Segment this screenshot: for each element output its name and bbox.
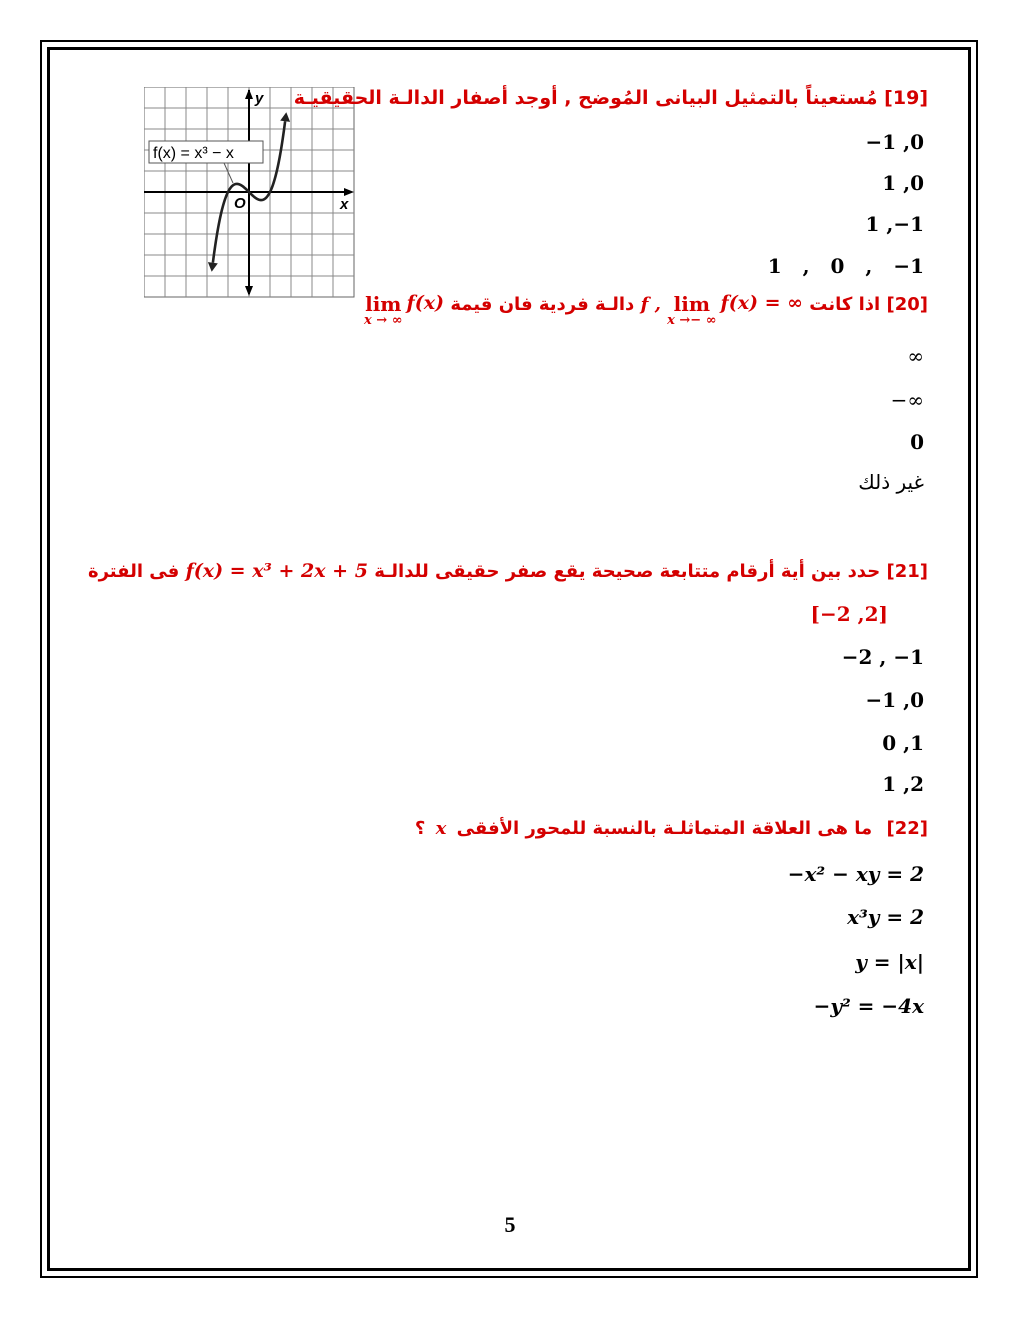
q22-option-1[interactable]: −x² − xy = 2 <box>787 862 924 886</box>
question-22-variable: x <box>435 818 447 839</box>
q20-option-4[interactable]: غير ذلك <box>858 470 924 494</box>
question-20-number: [20] <box>886 294 928 315</box>
q21-option-2[interactable]: −1 ,0 <box>865 688 924 712</box>
limit-pos-infinity <box>364 294 444 328</box>
y-axis-label: y <box>255 90 264 107</box>
q21-option-3[interactable]: 0 ,1 <box>882 731 924 755</box>
q19-option-1[interactable]: −1 ,0 <box>865 130 924 154</box>
q20-option-2[interactable]: −∞ <box>890 388 924 412</box>
question-22-text: ما هى العلاقة المتماثلـة بالنسبة للمحور الأفقى <box>456 818 873 839</box>
page-number: 5 <box>504 1212 516 1237</box>
question-19-number: [19] <box>884 87 928 109</box>
q20-option-1[interactable]: ∞ <box>907 344 924 368</box>
limit-pos-expr: f(x) <box>406 292 445 314</box>
limit-pos-sub: x → ∞ <box>364 313 403 328</box>
question-21-text: حدد بين أية أرقام متتابعة صحيحة يقع صفر حقيقى للدالـة <box>374 561 881 582</box>
question-19-text: مُستعيناً بالتمثيل البيانى المُوضح , أوجد أصفار الدالـة الحقيقيـة <box>293 87 878 109</box>
question-21 <box>88 560 928 582</box>
question-21-interval: [−2 ,2] <box>810 602 888 626</box>
question-21-function: f(x) = x³ + 2x + 5 <box>185 560 368 582</box>
question-19 <box>294 87 928 109</box>
q19-option-2[interactable]: 1 ,0 <box>882 171 924 195</box>
question-20-middle: دالـة فردية فان قيمة <box>450 294 635 315</box>
function-graph <box>144 87 356 299</box>
f-symbol: f , <box>640 294 661 315</box>
question-21-number: [21] <box>886 561 928 582</box>
lim-word-2: lim <box>365 292 402 316</box>
question-20-if: اذا كانت <box>809 294 881 315</box>
q19-option-4[interactable]: 1 , 0 , −1 <box>767 254 924 278</box>
limit-neg-expr: f(x) = ∞ <box>720 292 804 314</box>
question-22-number: [22] <box>886 818 928 839</box>
q21-option-1[interactable]: −2 , −1 <box>841 645 924 669</box>
question-20 <box>364 294 928 328</box>
question-22-question-mark: ؟ <box>414 818 426 839</box>
q19-option-3[interactable]: 1 ,−1 <box>865 212 924 236</box>
question-22 <box>415 818 928 839</box>
lim-word-1: lim <box>673 292 711 316</box>
q20-option-3[interactable]: 0 <box>910 430 924 454</box>
q22-option-4[interactable]: −y² = −4x <box>813 994 924 1018</box>
limit-neg-sub: x →− ∞ <box>667 313 717 328</box>
x-axis-label: x <box>340 196 349 213</box>
limit-neg-infinity <box>667 294 803 328</box>
origin-label: O <box>234 195 246 212</box>
q22-option-3[interactable]: y = |x| <box>855 950 924 974</box>
function-label: f(x) = x³ − x <box>153 145 234 162</box>
q21-option-4[interactable]: 1 ,2 <box>882 772 924 796</box>
q22-option-2[interactable]: x³y = 2 <box>847 905 924 929</box>
question-21-text-end: فى الفترة <box>87 561 180 582</box>
